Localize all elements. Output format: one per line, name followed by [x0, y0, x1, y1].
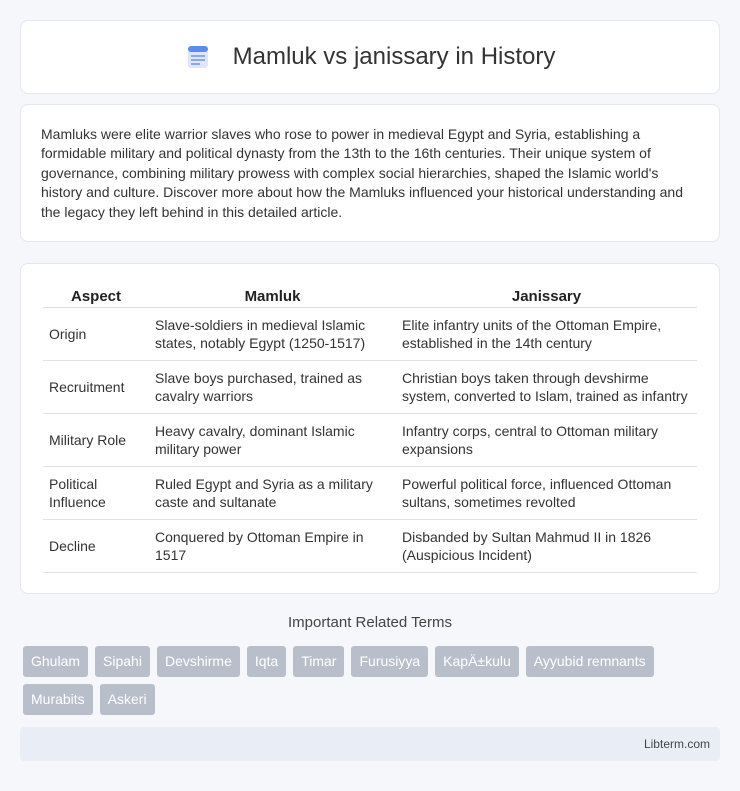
- header-card: [20, 20, 720, 94]
- tag-iqta[interactable]: Iqta: [247, 646, 286, 677]
- janissary-cell: Elite infantry units of the Ottoman Empire, established in the 14th century: [396, 308, 697, 361]
- mamluk-cell: Slave boys purchased, trained as cavalry warriors: [149, 361, 396, 414]
- aspect-cell: Military Role: [43, 414, 149, 467]
- intro-text: Mamluks were elite warrior slaves who rose to power in medieval Egypt and Syria, establishing a formidable military and political dynasty from the 13th to the 16th centuries. Their unique system of governance, combining military prowess with complex social hierarchies, shaped the Islamic world's history and culture. Discover more about how the Mamluks influenced your historical understanding and the legacy they left behind in this detailed article.: [41, 126, 684, 220]
- table-row: [43, 520, 697, 573]
- janissary-cell: Christian boys taken through devshirme system, converted to Islam, trained as infantry: [396, 361, 697, 414]
- janissary-cell: Disbanded by Sultan Mahmud II in 1826 (Auspicious Incident): [396, 520, 697, 573]
- mamluk-cell: Conquered by Ottoman Empire in 1517: [149, 520, 396, 573]
- aspect-cell: Recruitment: [43, 361, 149, 414]
- comparison-table: [43, 284, 697, 573]
- aspect-cell: Decline: [43, 520, 149, 573]
- tag-murabits[interactable]: Murabits: [23, 684, 93, 715]
- document-icon: [185, 44, 211, 70]
- tag-ghulam[interactable]: Ghulam: [23, 646, 88, 677]
- tag-askeri[interactable]: Askeri: [100, 684, 155, 715]
- column-header-janissary: Janissary: [396, 284, 697, 308]
- related-terms-title: Important Related Terms: [288, 614, 452, 631]
- comparison-card: [20, 263, 720, 594]
- page-title: Mamluk vs janissary in History: [232, 43, 556, 70]
- aspect-cell: Origin: [43, 308, 149, 361]
- column-header-aspect: Aspect: [43, 284, 149, 308]
- table-row: [43, 308, 697, 361]
- tag-timar[interactable]: Timar: [293, 646, 344, 677]
- table-row: [43, 361, 697, 414]
- tag-ayyubid-remnants[interactable]: Ayyubid remnants: [526, 646, 654, 677]
- janissary-cell: Powerful political force, influenced Ottoman sultans, sometimes revolted: [396, 467, 697, 520]
- tag-furusiyya[interactable]: Furusiyya: [351, 646, 428, 677]
- tag-kapikulu[interactable]: KapÄ±kulu: [435, 646, 519, 677]
- footer: [20, 727, 720, 761]
- table-row: [43, 414, 697, 467]
- aspect-cell: Political Influence: [43, 467, 149, 520]
- mamluk-cell: Slave-soldiers in medieval Islamic states, notably Egypt (1250-1517): [149, 308, 396, 361]
- mamluk-cell: Heavy cavalry, dominant Islamic military power: [149, 414, 396, 467]
- table-header-row: [43, 284, 697, 308]
- tag-devshirme[interactable]: Devshirme: [157, 646, 240, 677]
- mamluk-cell: Ruled Egypt and Syria as a military caste and sultanate: [149, 467, 396, 520]
- janissary-cell: Infantry corps, central to Ottoman military expansions: [396, 414, 697, 467]
- footer-site-link[interactable]: Libterm.com: [643, 737, 710, 751]
- intro-card: [20, 104, 720, 242]
- tag-sipahi[interactable]: Sipahi: [95, 646, 150, 677]
- table-row: [43, 467, 697, 520]
- column-header-mamluk: Mamluk: [149, 284, 396, 308]
- related-terms-tags: [23, 646, 723, 715]
